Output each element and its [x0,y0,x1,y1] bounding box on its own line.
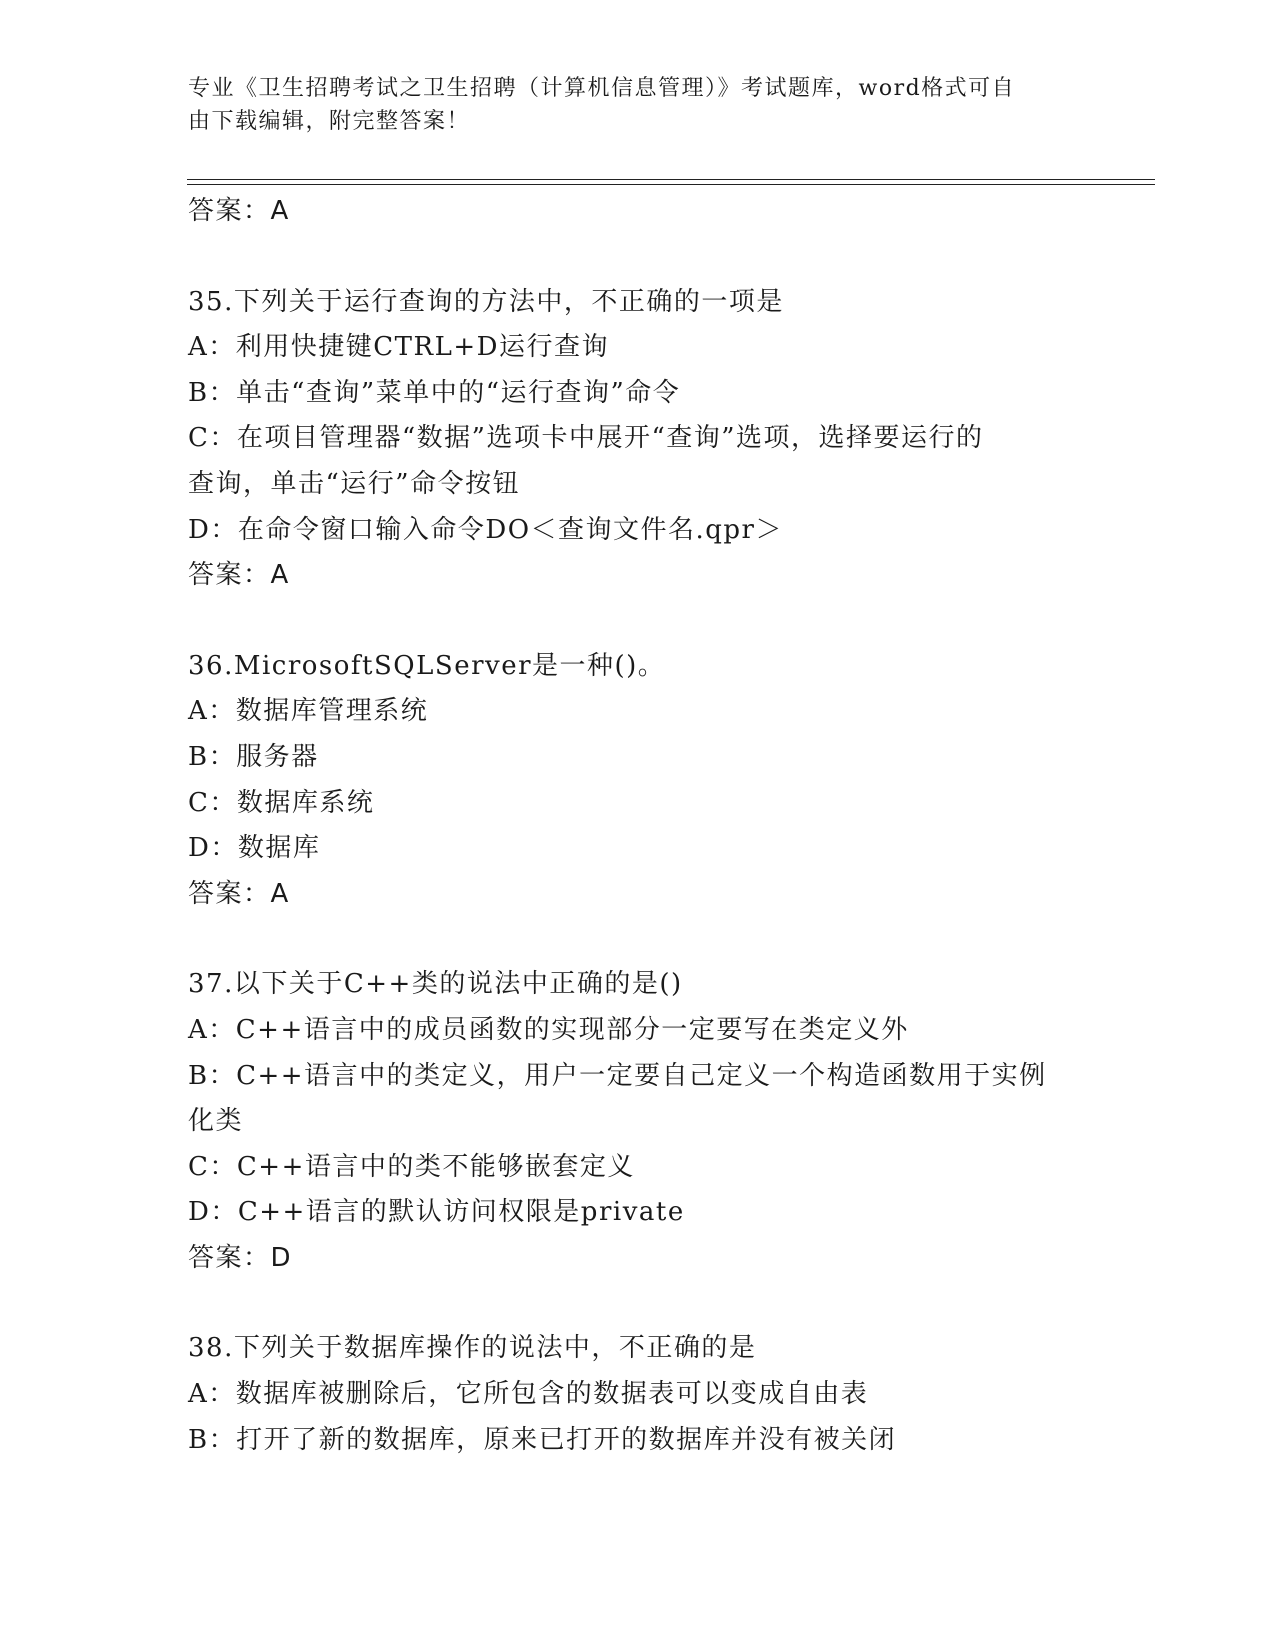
question-36-answer: 答案：A [188,878,290,909]
spacer [188,235,1088,280]
question-35-option-a: A：利用快捷键CTRL+D运行查询 [188,332,609,363]
answer-34: 答案：A [188,196,290,226]
question-35-option-d: D：在命令窗口输入命令DO＜查询文件名.qpr＞ [188,514,783,545]
header-line-2: 由下载编辑，附完整答案！ [188,109,471,134]
question-36-option-b: B：服务器 [188,741,319,772]
question-37-stem: 37.以下关于C++类的说法中正确的是() [188,969,683,1000]
question-35-answer: 答案：A [188,560,290,591]
spacer [188,1281,1088,1326]
spacer [188,917,1088,962]
question-35-option-c-line2: 查询，单击“运行”命令按钮 [188,468,521,499]
question-35-option-b: B：单击“查询”菜单中的“运行查询”命令 [188,377,681,408]
header-rule-top [187,179,1155,180]
question-35-option-c-line1: C：在项目管理器“数据”选项卡中展开“查询”选项，选择要运行的 [188,423,984,454]
question-37-option-a: A：C++语言中的成员函数的实现部分一定要写在类定义外 [188,1014,909,1045]
header-line-1: 专业《卫生招聘考试之卫生招聘（计算机信息管理）》考试题库，word格式可自 [188,76,1016,101]
question-38 [188,1326,1088,1463]
question-38-option-b: B：打开了新的数据库，原来已打开的数据库并没有被关闭 [188,1424,897,1455]
question-37-option-c: C：C++语言中的类不能够嵌套定义 [188,1151,635,1182]
question-38-option-a: A：数据库被删除后，它所包含的数据表可以变成自由表 [188,1379,869,1410]
question-38-stem: 38.下列关于数据库操作的说法中，不正确的是 [188,1333,757,1364]
question-37-option-b-line1: B：C++语言中的类定义，用户一定要自己定义一个构造函数用于实例 [188,1060,1047,1091]
question-37-answer: 答案：D [188,1242,293,1273]
question-36-option-a: A：数据库管理系统 [188,696,429,727]
question-37-option-d: D：C++语言的默认访问权限是private [188,1197,685,1228]
question-36-option-d: D：数据库 [188,833,321,864]
question-36-option-c: C：数据库系统 [188,787,375,818]
question-37 [188,962,1088,1281]
question-content [188,189,1088,1463]
spacer [188,599,1088,644]
document-header [188,72,1088,138]
question-35-stem: 35.下列关于运行查询的方法中，不正确的一项是 [188,286,784,317]
question-36 [188,644,1088,918]
question-36-stem: 36.MicrosoftSQLServer是一种()。 [188,650,666,681]
question-37-option-b-line2: 化类 [188,1106,244,1137]
header-rule-bottom [187,184,1155,185]
question-35 [188,280,1088,599]
